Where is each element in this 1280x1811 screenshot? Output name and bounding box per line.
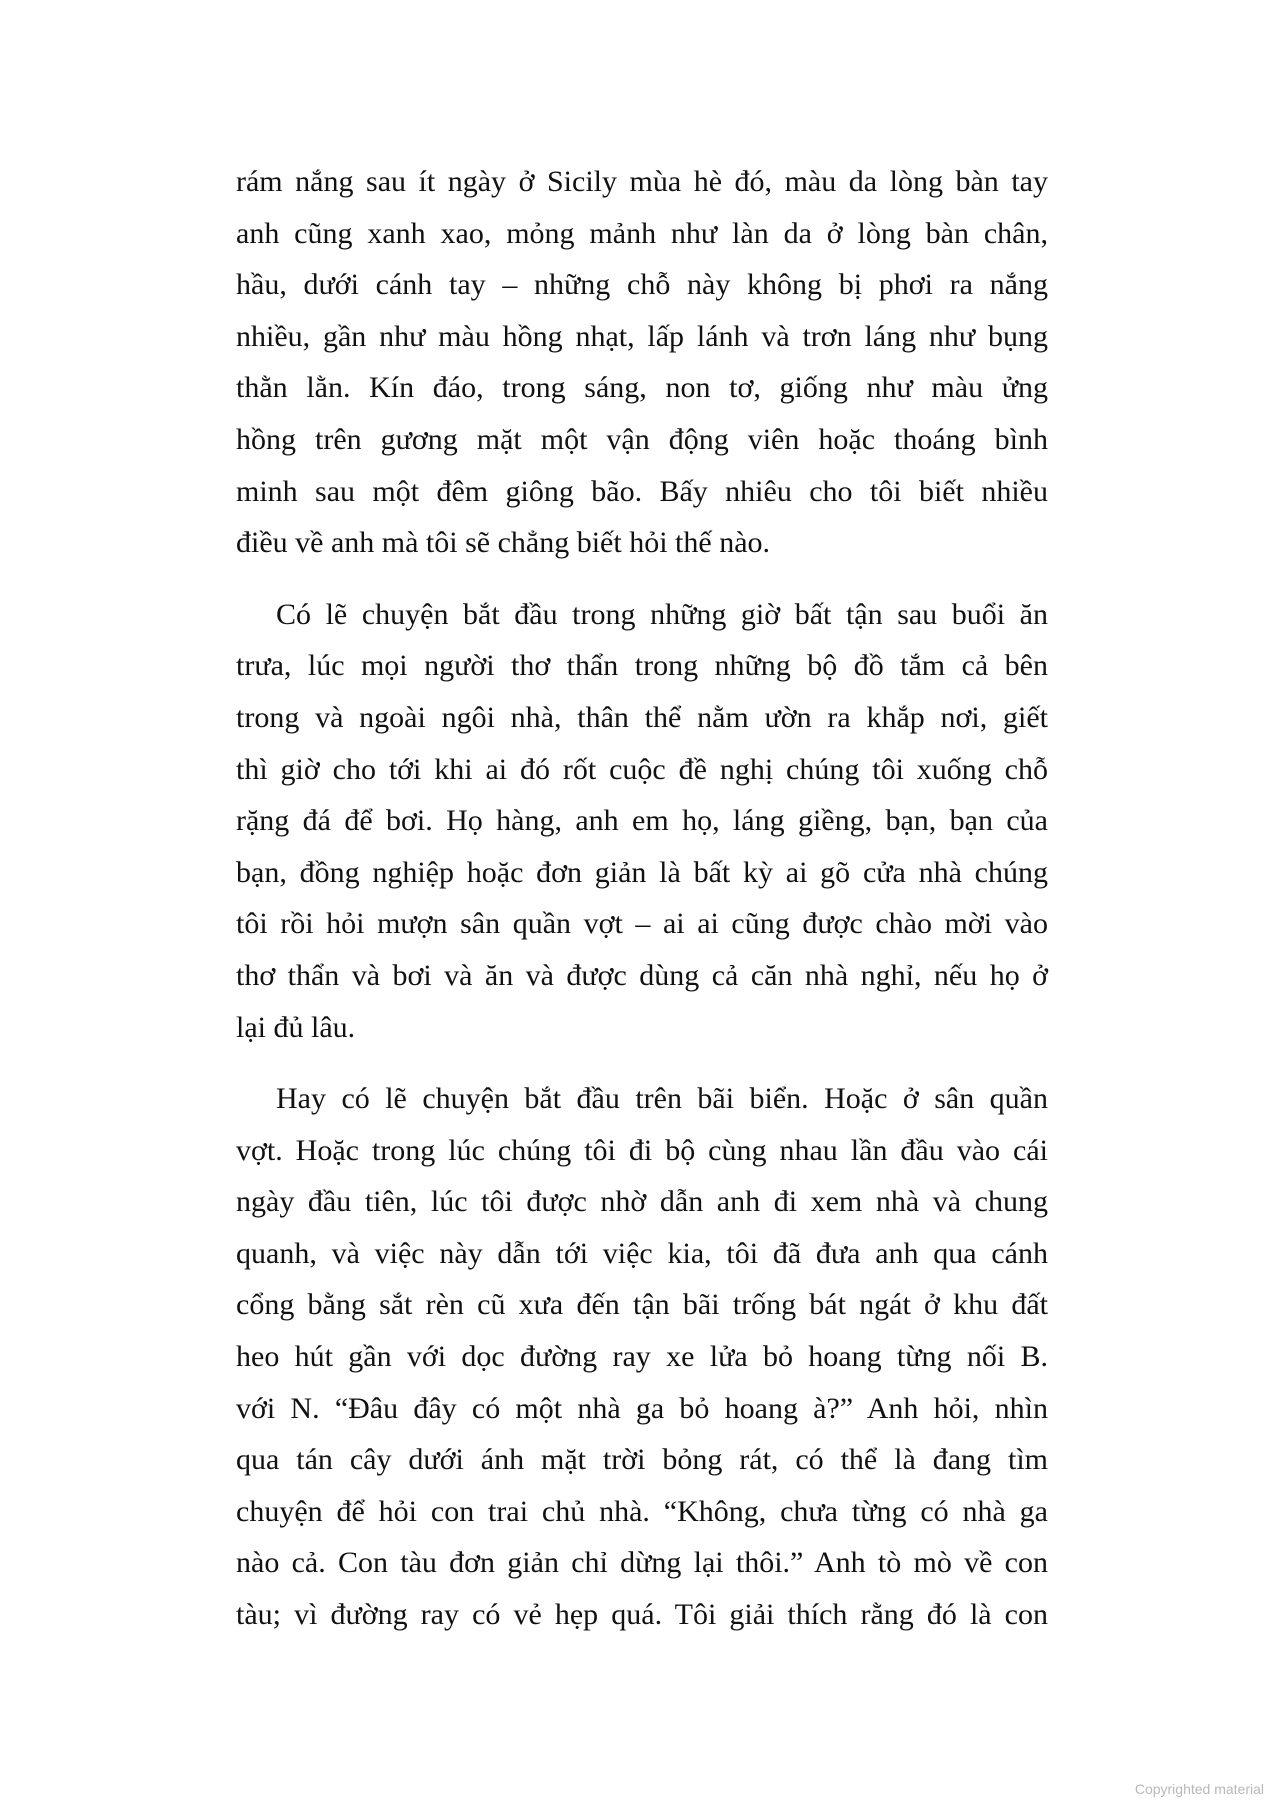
text-line: heo hút gần với dọc đường ray xe lửa bỏ hoang từng nối B. (236, 1340, 1048, 1374)
text-line: thằn lằn. Kín đáo, trong sáng, non tơ, giống như màu ửng (236, 371, 1048, 405)
paragraph-3 (236, 1073, 1048, 1641)
text-line: hầu, dưới cánh tay – những chỗ này không bị phơi ra nắng (236, 268, 1048, 302)
text-line: Có lẽ chuyện bắt đầu trong những giờ bất tận sau buổi ăn (276, 597, 1048, 631)
text-line: nhiều, gần như màu hồng nhạt, lấp lánh và trơn láng như bụng (236, 319, 1048, 353)
text-line: bạn, đồng nghiệp hoặc đơn giản là bất kỳ ai gõ cửa nhà chúng (236, 855, 1048, 889)
text-line: nào cả. Con tàu đơn giản chỉ dừng lại thôi.” Anh tò mò về con (236, 1546, 1048, 1580)
text-line: hồng trên gương mặt một vận động viên hoặc thoáng bình (236, 422, 1048, 456)
text-line: tàu; vì đường ray có vẻ hẹp quá. Tôi giải thích rằng đó là con (236, 1598, 1048, 1632)
text-line: minh sau một đêm giông bão. Bấy nhiêu cho tôi biết nhiều (236, 474, 1048, 508)
text-line: thơ thẩn và bơi và ăn và được dùng cả căn nhà nghỉ, nếu họ ở (236, 958, 1048, 992)
text-line: Hay có lẽ chuyện bắt đầu trên bãi biển. Hoặc ở sân quần (276, 1082, 1048, 1116)
text-line: qua tán cây dưới ánh mặt trời bỏng rát, có thể là đang tìm (236, 1443, 1048, 1477)
text-line: quanh, và việc này dẫn tới việc kia, tôi đã đưa anh qua cánh (236, 1236, 1048, 1270)
paragraph-1 (236, 156, 1048, 569)
text-line: anh cũng xanh xao, mỏng mảnh như làn da ở lòng bàn chân, (236, 216, 1048, 250)
copyright-watermark: Copyrighted material (1134, 1781, 1264, 1797)
text-line: chuyện để hỏi con trai chủ nhà. “Không, chưa từng có nhà ga (236, 1494, 1048, 1528)
text-line: ngày đầu tiên, lúc tôi được nhờ dẫn anh đi xem nhà và chung (236, 1185, 1048, 1219)
paragraph-2 (236, 589, 1048, 1053)
text-line: trong và ngoài ngôi nhà, thân thể nằm ườn ra khắp nơi, giết (236, 700, 1048, 734)
book-page-body (236, 156, 1048, 1661)
text-line: với N. “Đâu đây có một nhà ga bỏ hoang à?” Anh hỏi, nhìn (236, 1391, 1048, 1425)
text-line: lại đủ lâu. (236, 1010, 356, 1044)
text-line: điều về anh mà tôi sẽ chẳng biết hỏi thế nào. (236, 526, 771, 560)
text-line: rám nắng sau ít ngày ở Sicily mùa hè đó, màu da lòng bàn tay (236, 165, 1048, 198)
text-line: thì giờ cho tới khi ai đó rốt cuộc đề nghị chúng tôi xuống chỗ (236, 752, 1048, 786)
text-line: rặng đá để bơi. Họ hàng, anh em họ, láng giềng, bạn, bạn của (236, 804, 1048, 838)
text-line: tôi rồi hỏi mượn sân quần vợt – ai ai cũng được chào mời vào (236, 907, 1048, 941)
text-line: vợt. Hoặc trong lúc chúng tôi đi bộ cùng nhau lần đầu vào cái (236, 1133, 1048, 1167)
text-line: cổng bằng sắt rèn cũ xưa đến tận bãi trống bát ngát ở khu đất (236, 1288, 1048, 1322)
text-line: trưa, lúc mọi người thơ thẩn trong những bộ đồ tắm cả bên (236, 649, 1048, 683)
